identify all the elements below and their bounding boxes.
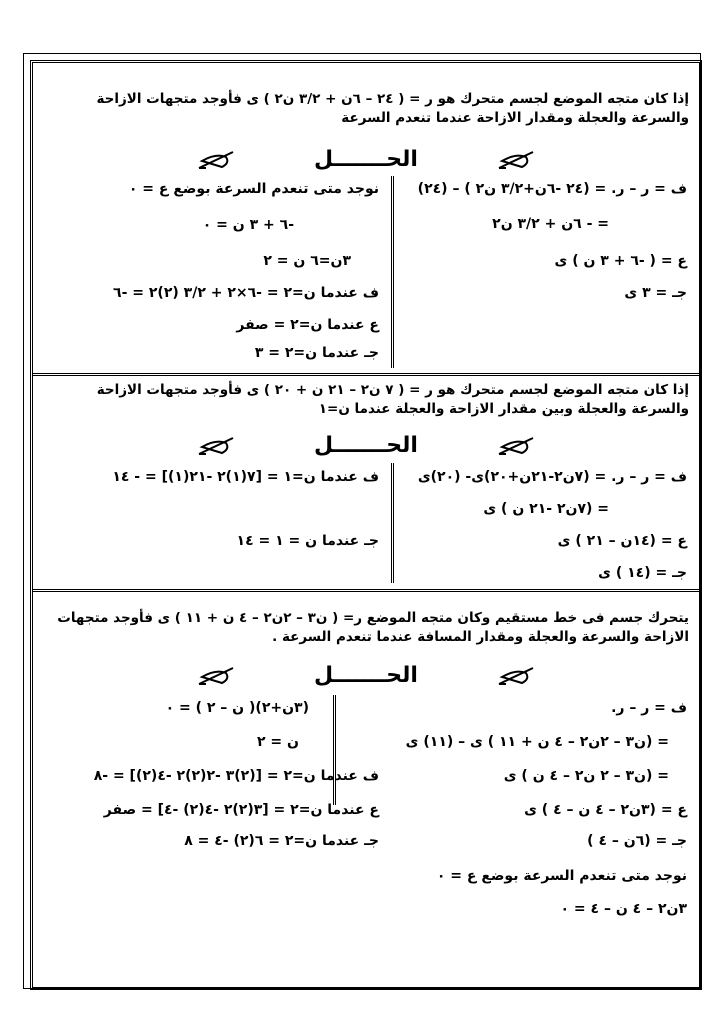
s1-right-line-1: ف = ر – ر. = (٢٤ -٦ن+٣/٢ ن٢ ) – (٢٤) [417,181,687,197]
problem-3-line-1: يتحرك جسم فى خط مستقيم وكان متجه الموضع ر= ( ن٣ – ٢ن٢ – ٤ ن + ١١ ) ى فأوجد متجهات [57,610,689,626]
s3-right-line-5: جـ = (٦ن – ٤ ) [587,833,687,849]
s3-right-line-1: ف = ر – ر. [611,700,687,716]
s3-left-line-4: ع عندما ن=٢ = [٣(٢)٢ -٤(٢) -٤] = صفر [103,802,379,818]
hand-pen-icon [196,149,236,171]
problem-1 [43,90,689,128]
problem-2 [43,381,689,419]
problem-2-line-2: والسرعة والعجلة وبين مقدار الازاحة والعجلة عندما ن=١ [318,401,689,417]
s1-left-line-4: ف عندما ن=٢ = -٦×٢ + ٣/٢ (٢)٢ = -٦ [113,285,379,301]
s2-right-line-3: ع = (١٤ن – ٢١ ) ى [557,533,687,549]
column-separator-3 [333,695,336,805]
s3-right-line-4: ع = (٣ن٢ – ٤ ن – ٤ ) ى [524,802,687,818]
column-separator-2 [391,463,394,583]
s3-right-line-7: ٣ن٢ – ٤ ن – ٤ = ٠ [560,901,687,917]
s3-left-line-2: ن = ٢ [257,734,299,750]
s3-right-line-3: = (ن٣ – ٢ ن٢ – ٤ ن ) ى [503,768,669,784]
s1-right-line-2: = - ٦ن + ٣/٢ ن٢ [492,216,609,232]
s1-left-line-5: ع عندما ن=٢ = صفر [236,317,379,333]
s2-right-line-4: جـ = (١٤ ) ى [598,565,687,581]
solution-title-1: الحـــــــل [33,147,699,172]
hand-pen-icon [196,435,236,457]
problem-3 [43,609,689,647]
section-divider-2 [33,589,699,592]
solution-title-3: الحـــــــل [33,663,699,688]
s1-left-line-3: ٣ن=٦ ن = ٢ [263,253,351,269]
solution-title-2: الحـــــــل [33,433,699,458]
s1-left-line-2: -٦ + ٣ ن = ٠ [202,217,294,233]
s2-right-line-2: = (٧ن٢ -٢١ ن ) ى [483,501,609,517]
hand-pen-icon [496,435,536,457]
s1-left-line-1: نوجد متى تنعدم السرعة بوضع ع = ٠ [128,181,379,197]
s2-left-line-2: جـ عندما ن = ١ = ١٤ [236,533,379,549]
s3-left-line-5: جـ عندما ن=٢ = ٦(٢) -٤ = ٨ [184,833,379,849]
s2-left-line-1: ف عندما ن=١ = [٧(١)٢ -٢١(١)] = - ١٤ [112,469,379,485]
page-frame [30,60,702,990]
s3-left-line-3: ف عندما ن=٢ = [(٢)٣ -٢(٢)٢ -٤(٢)] = -٨ [93,768,379,784]
problem-1-line-2: والسرعة والعجلة ومقدار الازاحة عندما تنعدم السرعة [341,110,689,126]
s1-right-line-3: ع = ( -٦ + ٣ ن ) ى [554,253,687,269]
hand-pen-icon [496,149,536,171]
s3-left-line-1: (٣ن+٢)( ن – ٢ ) = ٠ [165,700,309,716]
section-divider-1 [33,373,699,376]
s1-right-line-4: جـ = ٣ ى [624,285,687,301]
hand-pen-icon [196,665,236,687]
problem-1-line-1: إذا كان متجه الموضع لجسم متحرك هو ر = ( ٢٤ – ٦ن + ٣/٢ ن٢ ) ى فأوجد متجهات الازاحة [96,91,689,107]
problem-3-line-2: الازاحة والسرعة والعجلة ومقدار المسافة عندما تنعدم السرعة . [272,629,689,645]
s3-right-line-2: = (ن٣ – ٢ن٢ – ٤ ن + ١١ ) ى – (١١) ى [405,734,669,750]
s3-right-line-6: نوجد متى تنعدم السرعة بوضع ع = ٠ [436,868,687,884]
column-separator-1 [391,176,394,368]
s2-right-line-1: ف = ر – ر. = (٧ن٢-٢١ن+٢٠)ى- (٢٠)ى [417,469,687,485]
hand-pen-icon [496,665,536,687]
problem-2-line-1: إذا كان متجه الموضع لجسم متحرك هو ر = ( ٧ ن٢ – ٢١ ن + ٢٠ ) ى فأوجد متجهات الازاحة [96,382,689,398]
s1-left-line-6: جـ عندما ن=٢ = ٣ [254,345,379,361]
